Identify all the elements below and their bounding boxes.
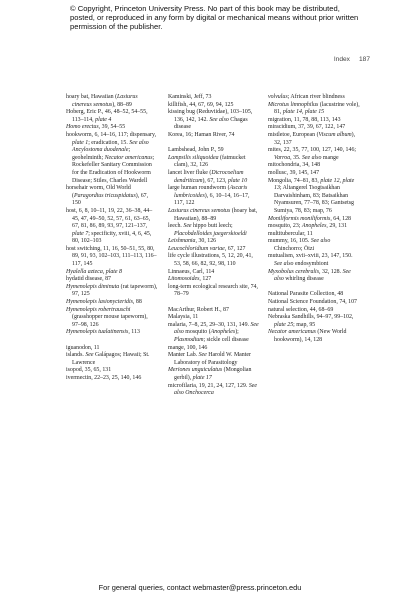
index-entry: long-term ecological research site, 74, 78–79 [168,283,258,298]
index-entry: MacArthur, Robert H., 87 [168,306,229,313]
index-entry: kissing bug (Reduviidae), 103–105, 136, 142, 142. See also Chagas disease [168,109,253,131]
index-entry: microfilaria, 19, 21, 24, 127, 129. See also Onchocerca [168,382,258,397]
index-entry: Manter Lab. See Harold W. Manter Laboratory of Parasitology [168,352,251,366]
running-head [334,56,370,63]
index-entry: Hoberg, Eric P., 46, 48–52, 54–55, 113–114, plate 4 [66,109,148,123]
index-entry: mange, 100, 146 [168,344,208,351]
index-entry: Lasiurus cinereus semotus (hoary bat, Hawaiian), 88–89 [168,207,258,222]
page-number: 187 [358,56,370,63]
index-entry: Lambshead, John P., 59 [168,147,224,154]
index-entry: National Parasite Collection, 48 [268,291,344,298]
index-entry: large human roundworm (Ascaris lumbricoides), 6, 10–14, 16–17, 117, 122 [168,185,250,207]
index-entry: Moniliformis moniliformis, 64, 128 [268,215,351,222]
index-entry: hookworm, 6, 14–16, 117; dispensary, plate 1; eradication, 15. See also Ancylostoma duodenale; geohelminth; Necator americanus; Rockefeller Sanitary Commission for the Eradication of Hookworm Disease; Stiles, Charles Wardell [66,131,157,184]
index-entry: Hymenolepis lasionycteridis, 88 [66,299,142,306]
index-entry: mites, 22, 35, 77, 100, 127, 140, 146; Varroa, 35. See also mange [268,147,357,161]
index-entry: mistletoe, European (Viscum album), 32, 137 [268,131,356,146]
index-entry: killifish, 44, 67, 69, 94, 125 [168,101,234,108]
index-entry: Hymenolepis tualatinensis, 113 [66,329,140,336]
index-entry: Kaminski, Jeff, 73 [168,94,212,100]
index-entry: leech. See hippo butt leech; Placobdelloides jaegerskioeldi [168,223,247,237]
index-entry: Homo erectus, 39, 54–55 [66,124,126,131]
index-entry: Linnaeus, Carl, 114 [168,268,215,275]
index-entry: Leucochloridium variae, 67, 127 [168,245,246,252]
index-column-3 [268,94,360,345]
index-entry: Necator americanus (New World hookworm), 14, 128 [268,329,347,343]
index-entry: multitubercular, 11 [268,230,313,237]
index-entry: Mongolia, 74–81, 83, plate 12, plate 13; Altangerel Tsogtsaikhan Darvaishinham, 83; Batsaikhan Nyamsuren, 77–78, 83; Gantsetsg Sumiya, 78, 83; map, 76 [268,177,355,214]
running-head-section: Index [333,56,350,63]
index-entry: migration, 11, 78, 88, 113, 143 [268,116,341,123]
index-entry: horsehair worm, Old World (Paragordius tricuspidatus), 67, 150 [66,185,149,207]
index-entry: natural selection, 44, 68–69 [268,306,334,313]
index-entry: lancet liver fluke (Dicrocoelium dendriticum), 67, 123, plate 10 [168,169,248,184]
index-entry: Leishmania, 30, 126 [168,238,217,245]
index-entry: hydatid disease, 87 [66,276,111,283]
index-entry: hoary bat, Hawaiian (Lasiurus cinereus semotus), 88–89 [66,94,138,108]
index-entry: National Science Foundation, 74, 107 [268,299,357,306]
index-entry: Microtus limnophilus (lacustrine vole), 81, plate 14, plate 15 [268,101,360,116]
index-entry: host switching, 11, 16, 50–51, 55, 80, 89, 91, 93, 102–103, 111–113, 116–117, 145 [66,245,157,268]
index-entry: mummy, 16, 105. See also Chinchorro; Ötzi [268,238,331,252]
index-entry: Meriones unguiculatus (Mongolian gerbil), plate 17 [168,367,252,381]
index-entry: Myxobolus cerebralis, 32, 128. See also whirling disease [268,268,351,283]
index-entry: malaria, 7–8, 25, 29–30, 131, 149. See also mosquito (Anopheles); Plasmodium; sickle cell disease [168,321,259,343]
index-entry: mitochondria, 34, 148 [268,162,321,169]
index-entry: mutualism, xvii–xviii, 23, 147, 150. See also endosymbiont [268,253,353,268]
index-entry: host, 6, 8, 10–11, 19, 22, 36–38, 44–45, 47, 49–50, 52, 57, 61, 63–65, 67, 81, 86, 89, 93, 97, 121–137, plate 7; specificity, xviii, 4, 6, 45, 80, 102–103 [66,207,153,245]
index-entry: volvulus; African river blindness [268,94,345,100]
index-entry: Hyalella azteca, plate 8 [66,268,122,275]
footer-contact: For general queries, contact webmaster@press.princeton.edu [98,583,302,592]
index-entry: Nebraska Sandhills, 94–97, 99–102, plate 25; map, 95 [268,314,354,328]
index-entry: miracidium, 37, 39, 67, 122, 147 [268,124,346,131]
index-entry: Korea, 16; Haman River, 74 [168,131,235,138]
index-entry: isopod, 35, 65, 131 [66,367,112,374]
index-entry: iguanodon, 11 [66,344,100,351]
index-entry: mosquito, 23; Anopheles, 29, 131 [268,223,348,230]
index-column-2 [168,94,260,398]
index-entry: Hymenolepis robertrauschi (grasshopper mouse tapeworm), 97–98, 126 [66,306,148,328]
index-entry: ivermectin, 22–23, 25, 140, 146 [66,374,142,381]
index-entry: Hymenolepis diminuta (rat tapeworm), 97, 125 [66,283,158,298]
index-entry: mollusc, 39, 145, 147 [268,169,320,176]
index-entry: Malaysia, 11 [168,314,199,321]
copyright-notice: © Copyright, Princeton University Press. No part of this book may be distributed, posted, or reproduced in any form by digital or mechanical means without prior written permission of the publisher. [70,4,359,32]
index-entry: life cycle illustrations, 5, 12, 20, 41, 53, 58, 66, 82, 92, 98, 110 [168,253,253,268]
index-column-1 [66,94,158,383]
index-entry: islands. See Galápagos; Hawaii; St. Lawrence [66,352,150,366]
index-entry: Litomosoides, 127 [168,276,212,283]
index-entry: Lampsilis siliquoidea (fatmucket clam), 32, 126 [168,154,246,169]
